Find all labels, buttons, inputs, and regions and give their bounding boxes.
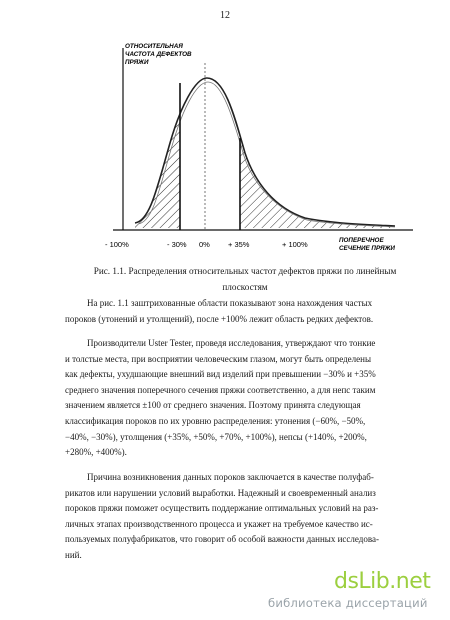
- tick-label: - 30%: [167, 240, 187, 249]
- text-line: классификация пороков по их уровню распределения: утонения (−60%, −50%,: [65, 415, 366, 426]
- figure-caption: [60, 263, 430, 295]
- text-line: пороков пряжи поможет осуществить поддержание оптимальных условий на раз-: [65, 503, 379, 514]
- text-line: ний.: [65, 549, 82, 560]
- y-axis-label-3: ПРЯЖИ: [125, 59, 149, 66]
- x-axis-label-2: СЕЧЕНИЕ ПРЯЖИ: [339, 245, 395, 252]
- paragraph-3: [65, 470, 415, 564]
- text-line: пороков (утонений и утолщений), после +100% лежит область редких дефектов.: [65, 313, 374, 324]
- page-number: 12: [220, 10, 230, 21]
- text-line: −40%, −30%), утолщения (+35%, +50%, +70%, +100%), непсы (+140%, +200%,: [65, 431, 367, 442]
- tick-label: + 100%: [282, 240, 308, 249]
- x-axis-label-1: ПОПЕРЕЧНОЕ: [339, 237, 384, 244]
- paragraph-1: [65, 296, 415, 327]
- caption-line: плоскостям: [222, 282, 268, 292]
- text-line: +280%, +400%).: [65, 447, 127, 458]
- text-line: личных этапах производственного процесса и укажет на требуемое качество ис-: [65, 518, 373, 529]
- caption-line: Рис. 1.1. Распределения относительных частот дефектов пряжи по линейным: [93, 266, 397, 276]
- text-line: рикатов или нарушении условий выработки. Надежный и своевременный анализ: [65, 487, 376, 498]
- watermark-logo: dsLib.net: [334, 569, 431, 594]
- tick-label: + 35%: [228, 240, 250, 249]
- paragraph-2: [65, 336, 415, 461]
- text-line: среднего значения поперечного сечения пряжи соответственно, а для непс таким: [65, 384, 376, 395]
- text-line: На рис. 1.1 заштрихованные области показывают зона нахождения частых: [87, 298, 373, 308]
- text-line: значением является ±100 от среднего значения. Поэтому принята следующая: [65, 400, 361, 411]
- watermark-subtitle: библиотека диссертаций: [268, 596, 428, 610]
- text-line: Причина возникновения данных пороков заключается в качестве полуфаб-: [87, 472, 374, 482]
- text-line: Производители Uster Tester, проведя исследования, утверждают что тонкие: [87, 338, 376, 348]
- y-axis-label-2: ЧАСТОТА ДЕФЕКТОВ: [125, 51, 192, 58]
- y-axis-label-1: ОТНОСИТЕЛЬНАЯ: [125, 43, 183, 50]
- watermark: [268, 569, 443, 615]
- tick-label: - 100%: [105, 240, 129, 249]
- distribution-figure: [95, 38, 430, 260]
- tick-label: 0%: [199, 240, 210, 249]
- text-line: как дефекты, ухудшающие внешний вид изделий при превышении −30% и +35%: [65, 369, 376, 380]
- text-line: и толстые места, при восприятии человеческим глазом, могут быть определены: [65, 353, 371, 364]
- text-line: пользуемых полуфабрикатов, что говорит об особой важности данных исследова-: [65, 534, 379, 545]
